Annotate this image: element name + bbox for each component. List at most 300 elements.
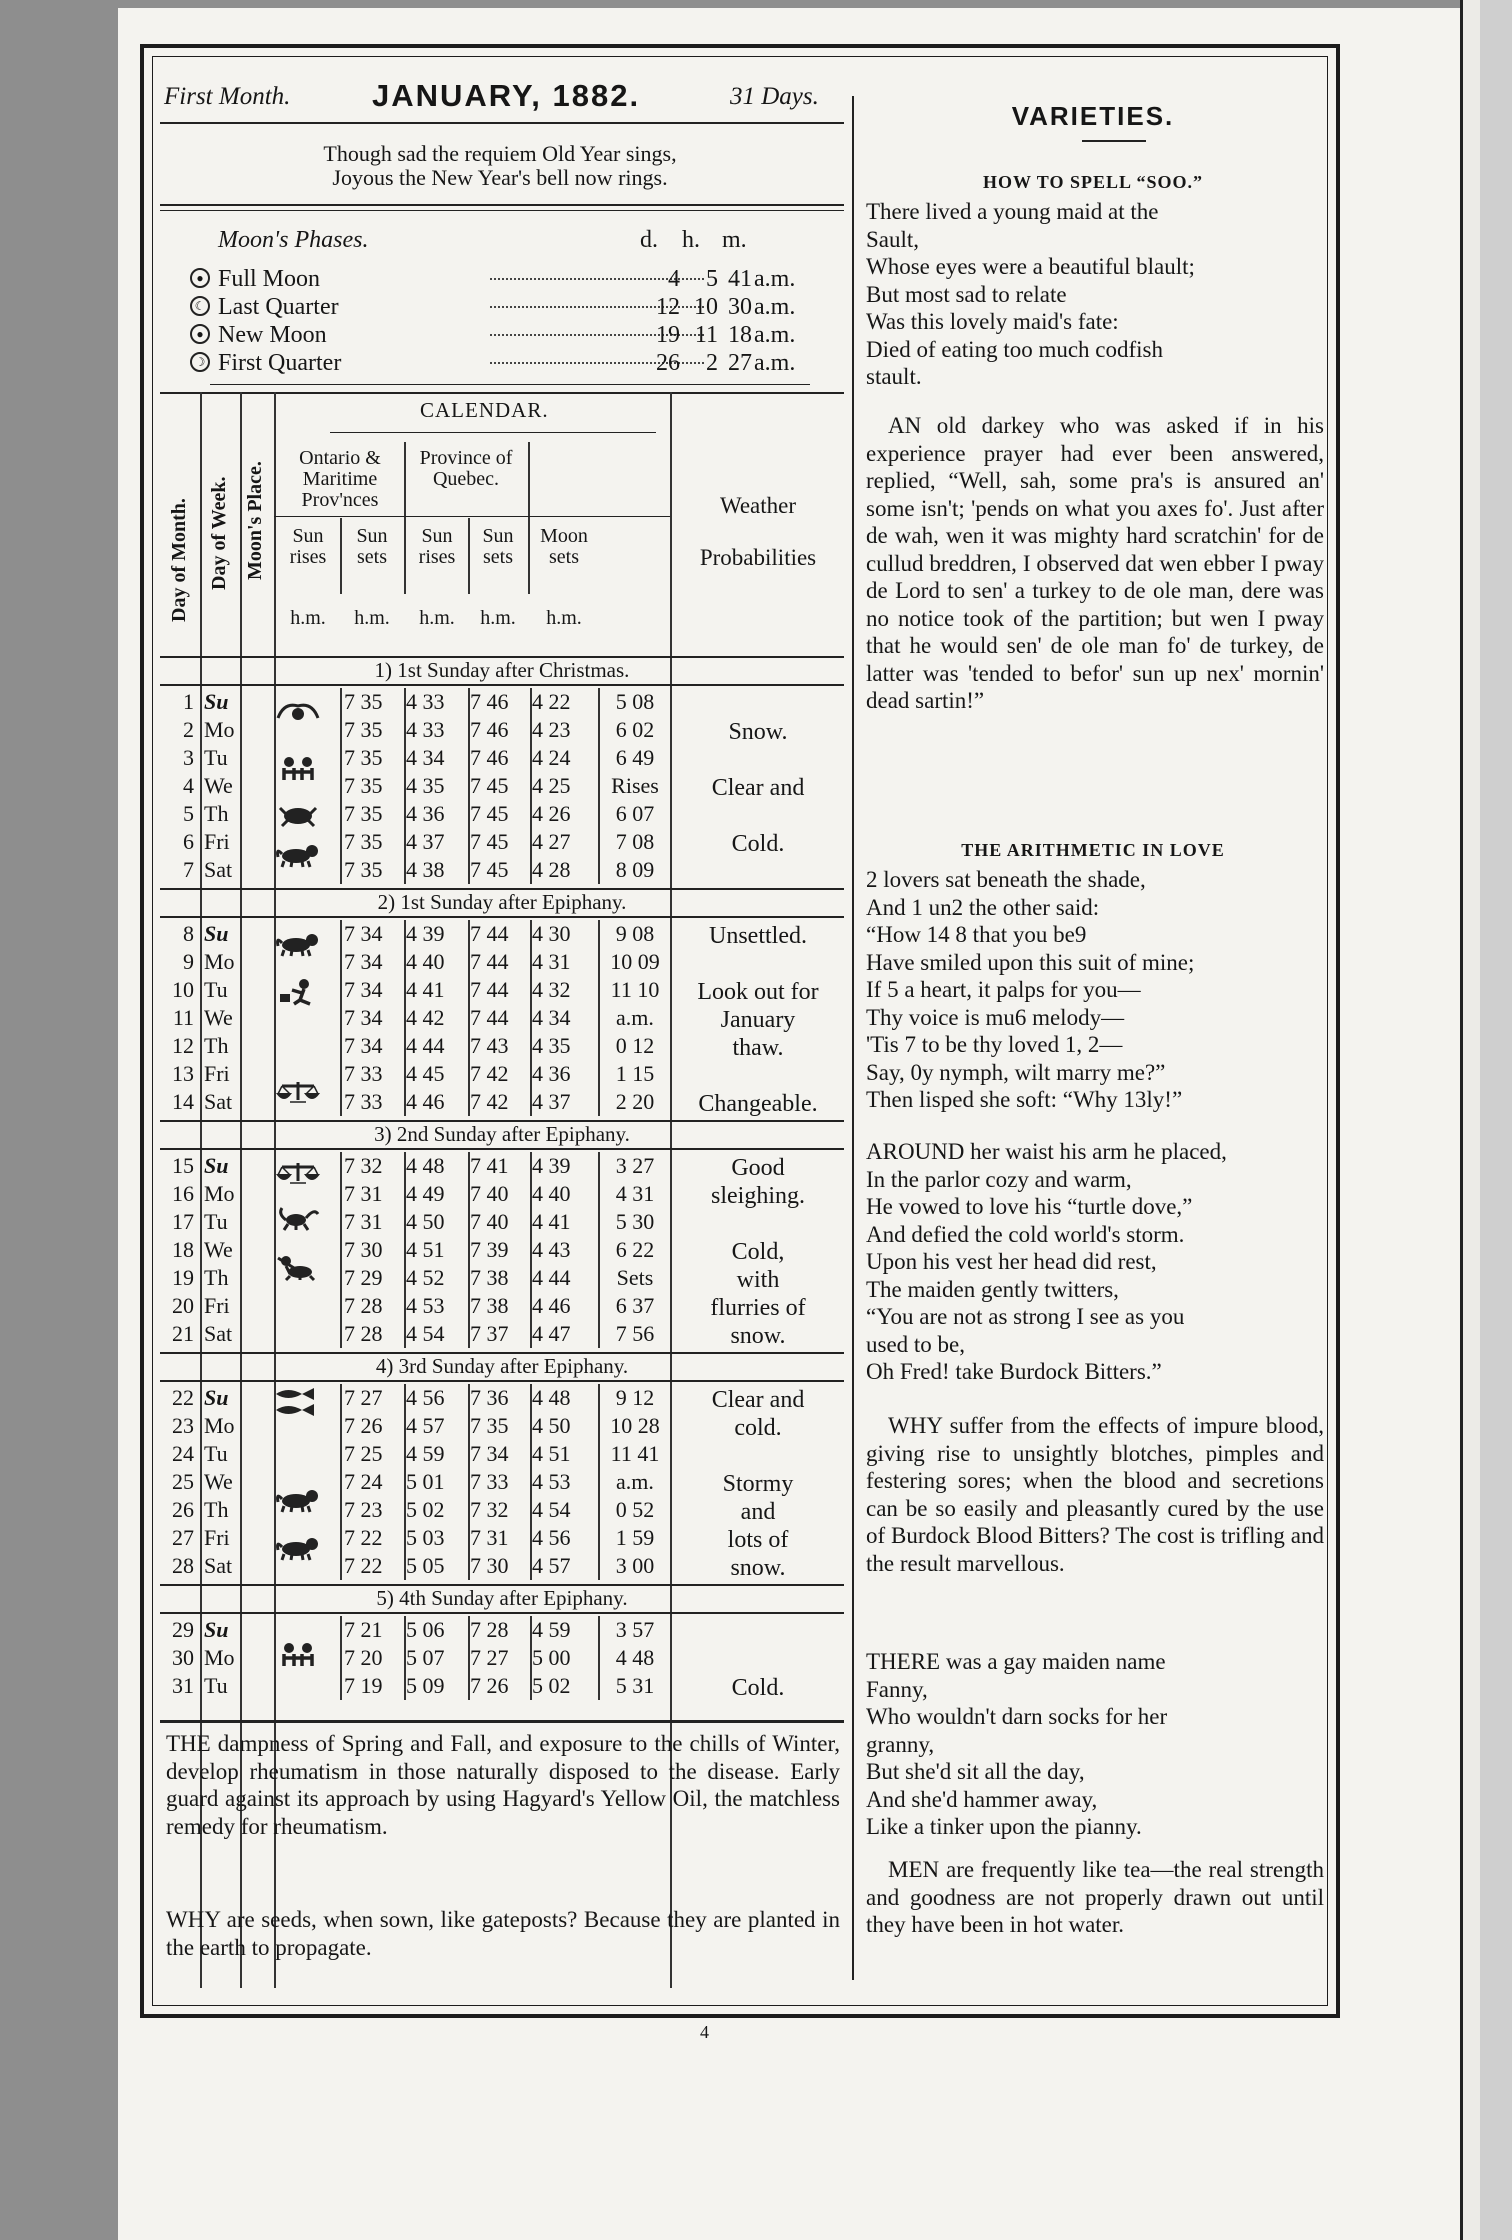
moon-sets: 6 02: [615, 717, 655, 742]
que-sun-sets: 5 00: [532, 1645, 571, 1670]
que-sun-rises: 7 36: [470, 1385, 509, 1410]
ont-sun-sets: 4 41: [406, 977, 445, 1002]
weather-note: thaw.: [732, 1035, 784, 1061]
que-sun-sets: 4 41: [532, 1209, 571, 1234]
ont-sun-rises: 7 35: [344, 857, 383, 882]
ont-sun-sets: 4 50: [406, 1209, 445, 1234]
day-of-week: Mo: [204, 949, 235, 974]
moon-sets: 9 12: [615, 1385, 655, 1410]
ont-sun-rises: 7 35: [344, 689, 383, 714]
moon-sets: 5 31: [615, 1673, 655, 1698]
que-sun-rises: 7 34: [470, 1441, 509, 1466]
ont-sun-sets: 5 05: [406, 1553, 445, 1578]
que-sun-sets: 4 27: [532, 829, 571, 854]
week-heading: 5) 4th Sunday after Epiphany.: [376, 1586, 628, 1610]
ont-sun-sets: 4 52: [406, 1265, 445, 1290]
ont-sun-rises: 7 21: [344, 1617, 383, 1642]
ont-sun-rises: 7 34: [344, 949, 383, 974]
moon-sets: a.m.: [616, 1005, 654, 1030]
phase-day: 12: [656, 294, 680, 320]
day-of-month: 24: [172, 1441, 194, 1466]
day-of-month: 1: [183, 689, 194, 714]
calendar-row: [160, 800, 844, 828]
que-sun-rises: 7 27: [470, 1645, 509, 1670]
que-sun-sets: 4 24: [532, 745, 571, 770]
varieties-column: [862, 100, 1324, 1980]
weather-note: Changeable.: [698, 1091, 818, 1117]
que-sun-sets: 4 44: [532, 1265, 571, 1290]
weather-note: snow.: [730, 1555, 786, 1581]
ont-sun-rises: 7 20: [344, 1645, 383, 1670]
que-sun-sets: 4 56: [532, 1525, 571, 1550]
day-of-week: We: [204, 1469, 233, 1494]
ont-sun-rises: 7 22: [344, 1553, 383, 1578]
que-sun-rises: 7 26: [470, 1673, 509, 1698]
weather-note: Look out for: [697, 979, 819, 1005]
header-sun-sets: Sun sets: [356, 525, 388, 568]
day-of-week: We: [204, 1005, 233, 1030]
que-sun-rises: 7 28: [470, 1617, 509, 1642]
cancer-icon: [274, 802, 322, 828]
day-of-month: 11: [172, 1005, 194, 1030]
almanac-column: [160, 70, 844, 1990]
day-of-week: Tu: [204, 745, 228, 770]
sagittarius-icon: [274, 1254, 322, 1280]
que-sun-sets: 4 39: [532, 1153, 571, 1178]
weather-note: flurries of: [710, 1295, 806, 1321]
phase-minute: 18: [728, 322, 752, 348]
ont-sun-sets: 4 36: [406, 801, 445, 826]
ont-sun-sets: 5 06: [406, 1617, 445, 1642]
column-divider: [852, 96, 854, 1980]
header-hm: h.m.: [290, 607, 326, 629]
weather-note: lots of: [727, 1527, 789, 1553]
header-hm: h.m.: [480, 607, 516, 629]
day-of-week: Th: [204, 1265, 229, 1290]
leo-icon: [274, 930, 322, 956]
ont-sun-sets: 4 59: [406, 1441, 445, 1466]
day-of-week: Su: [204, 1153, 229, 1178]
day-of-month: 23: [172, 1413, 194, 1438]
moon-sets: 7 08: [615, 829, 655, 854]
day-of-month: 14: [172, 1089, 194, 1114]
arith-poem: 2 lovers sat beneath the shade, And 1 un2 the other said: “How 14 8 that you be9 Have smiled upon this suit of mine; If 5 a heart, it palps for you— Thy voice is mu6 melody— 'Tis 7 to be thy loved 1, 2— Say, 0y nymph, wilt marry me?” Then lisped she soft: “Why 13ly!”: [866, 867, 1195, 1112]
header-day-of-month: Day of Month.: [168, 498, 190, 622]
day-of-month: 10: [172, 977, 194, 1002]
moon-phase-icon: ☾: [190, 296, 210, 316]
day-of-month: 21: [172, 1321, 194, 1346]
ont-sun-sets: 4 51: [406, 1237, 445, 1262]
phase-ampm: a.m.: [754, 266, 796, 292]
day-of-week: Mo: [204, 1181, 235, 1206]
calendar-row: [160, 1208, 844, 1236]
page-edge: [1480, 0, 1512, 2240]
day-of-week: We: [204, 1237, 233, 1262]
day-of-month: 20: [172, 1293, 194, 1318]
phase-name: First Quarter: [218, 350, 342, 376]
que-sun-rises: 7 46: [470, 689, 509, 714]
men-tea: MEN are frequently like tea—the real strength and goodness are not properly drawn out until they have been in hot water.: [866, 1857, 1324, 1937]
day-of-month: 26: [172, 1497, 194, 1522]
que-sun-rises: 7 37: [470, 1321, 509, 1346]
moon-sets: 10 28: [610, 1413, 660, 1438]
aries-icon: [274, 698, 322, 724]
ont-sun-rises: 7 23: [344, 1497, 383, 1522]
moon-sets: 0 52: [615, 1497, 655, 1522]
phase-ampm: a.m.: [754, 350, 796, 376]
moon-sets: 0 12: [615, 1033, 655, 1058]
que-sun-rises: 7 35: [470, 1413, 509, 1438]
moon-sets: 7 56: [615, 1321, 655, 1346]
day-of-month: 25: [172, 1469, 194, 1494]
page-title: JANUARY, 1882.: [372, 78, 641, 113]
day-of-month: 2: [183, 717, 194, 742]
que-sun-rises: 7 33: [470, 1469, 509, 1494]
phase-day: 19: [656, 322, 680, 348]
ont-sun-sets: 5 03: [406, 1525, 445, 1550]
que-sun-rises: 7 32: [470, 1497, 509, 1522]
day-of-week: Mo: [204, 1413, 235, 1438]
ont-sun-sets: 4 53: [406, 1293, 445, 1318]
around-poem: AROUND her waist his arm he placed, In the parlor cozy and warm, He vowed to love his “turtle dove,” And defied the cold world's storm. Upon his vest her head did rest, The maiden gently twitters, “You are not as strong I see as you used to be, Oh Fred! take Burdock Bitters.”: [866, 1139, 1227, 1384]
que-sun-sets: 4 43: [532, 1237, 571, 1262]
weather-note: Cold,: [731, 1239, 785, 1265]
que-sun-rises: 7 46: [470, 717, 509, 742]
weather-note: Unsettled.: [709, 923, 807, 949]
day-of-month: 4: [183, 773, 194, 798]
motto: [220, 142, 780, 190]
ont-sun-sets: 4 37: [406, 829, 445, 854]
day-of-month: 7: [183, 857, 194, 882]
weather-note: Snow.: [728, 719, 788, 745]
week-heading: 3) 2nd Sunday after Epiphany.: [374, 1122, 630, 1146]
weather-note: sleighing.: [711, 1183, 805, 1209]
day-of-month: 27: [172, 1525, 194, 1550]
gemini-icon: [274, 1640, 322, 1666]
fanny-poem: THERE was a gay maiden name Fanny, Who wouldn't darn socks for her granny, But she'd sit all the day, And she'd hammer away, Like a tinker upon the pianny.: [866, 1649, 1168, 1839]
que-sun-sets: 4 26: [532, 801, 571, 826]
spell-poem: There lived a young maid at the Sault, Whose eyes were a beautiful blault; But most sad to relate Was this lovely maid's fate: Died of eating too much codfish stault.: [866, 199, 1195, 389]
header-moon-sets: Moon sets: [540, 525, 588, 568]
weather-note: and: [740, 1499, 776, 1525]
darkey-story: AN old darkey who was asked if in his experience prayer had ever been answered, replied, “Well, sah, some pra's is ansured an' some isn't; 'pends on what you axes fo'. Just after de wah, wen it was mighty hard scratchin' for de cullud breddren, I observed dat wen ebber I pway de Lord to sen' a turkey to de ole man, dere was no notice took of the partition; but wen I pway that he would sen' de ole man fo' de turkey, de latter was 'tended to befor' sun up nex' mornin' dead sartin!”: [866, 413, 1324, 713]
varieties-title: VARIETIES.: [1011, 101, 1175, 131]
moon-phases-title: Moon's Phases.: [218, 227, 369, 253]
calendar-title: CALENDAR.: [420, 398, 549, 422]
moon-sets: Sets: [616, 1265, 654, 1290]
ont-sun-sets: 4 33: [406, 717, 445, 742]
motto-line: Though sad the requiem Old Year sings,: [323, 141, 677, 166]
ont-sun-rises: 7 24: [344, 1469, 383, 1494]
moon-phase-icon: ☽: [190, 352, 210, 372]
phase-hour: 5: [706, 266, 718, 292]
why-suffer-ad: WHY suffer from the effects of impure blood, giving rise to unsightly blotches, pimples and festering sores; when the blood and secretions can be so easily and pleasantly cured by the use of Burdock Blood Bitters? The cost is trifling and the result marvellous.: [866, 1413, 1324, 1576]
day-of-month: 3: [183, 745, 194, 770]
day-of-month: 17: [172, 1209, 194, 1234]
moon-sets: 4 31: [615, 1181, 655, 1206]
moon-sets: 6 37: [615, 1293, 655, 1318]
leo-icon: [274, 1486, 322, 1512]
calendar-row: [160, 1644, 844, 1672]
day-of-week: Fri: [204, 829, 230, 854]
virgo-icon: [274, 978, 322, 1004]
que-sun-sets: 4 25: [532, 773, 571, 798]
que-sun-sets: 4 48: [532, 1385, 571, 1410]
ont-sun-rises: 7 19: [344, 1673, 383, 1698]
day-of-month: 16: [172, 1181, 194, 1206]
week-heading: 1) 1st Sunday after Christmas.: [374, 658, 630, 682]
phase-ampm: a.m.: [754, 294, 796, 320]
weather-note: January: [720, 1007, 796, 1033]
que-sun-sets: 4 28: [532, 857, 571, 882]
phase-day: 4: [668, 266, 680, 292]
weather-note: cold.: [734, 1415, 782, 1441]
header-moon-place: Moon's Place.: [244, 461, 266, 580]
ont-sun-rises: 7 34: [344, 921, 383, 946]
header-sun-rises: Sun rises: [289, 525, 327, 568]
ont-sun-sets: 4 57: [406, 1413, 445, 1438]
leo-icon: [274, 1534, 322, 1560]
week-heading: 4) 3rd Sunday after Epiphany.: [375, 1354, 629, 1378]
ont-sun-sets: 4 44: [406, 1033, 445, 1058]
que-sun-rises: 7 38: [470, 1293, 509, 1318]
day-of-month: 8: [183, 921, 194, 946]
ont-sun-rises: 7 22: [344, 1525, 383, 1550]
moon-sets: 1 15: [615, 1061, 655, 1086]
ont-sun-rises: 7 31: [344, 1209, 383, 1234]
seeds-riddle: WHY are seeds, when sown, like gateposts? Because they are planted in the earth to propagate.: [166, 1907, 840, 1960]
weather-note: Clear and: [711, 1387, 805, 1413]
que-sun-sets: 4 30: [532, 921, 571, 946]
que-sun-rises: 7 39: [470, 1237, 509, 1262]
que-sun-sets: 4 51: [532, 1441, 571, 1466]
moon-sets: 4 48: [615, 1645, 655, 1670]
moon-sets: 1 59: [615, 1525, 655, 1550]
day-of-month: 15: [172, 1153, 194, 1178]
calendar-row: [160, 1440, 844, 1468]
weather-note: Clear and: [711, 775, 805, 801]
ont-sun-rises: 7 27: [344, 1385, 383, 1410]
ont-sun-rises: 7 35: [344, 801, 383, 826]
motto-line: Joyous the New Year's bell now rings.: [332, 165, 668, 190]
phase-minute: 30: [728, 294, 752, 320]
que-sun-rises: 7 42: [470, 1061, 509, 1086]
moon-sets: a.m.: [616, 1469, 654, 1494]
ont-sun-sets: 4 49: [406, 1181, 445, 1206]
header-sun-sets-quebec: Sun sets: [482, 525, 514, 568]
que-sun-sets: 4 47: [532, 1321, 571, 1346]
que-sun-sets: 4 37: [532, 1089, 571, 1114]
ont-sun-sets: 5 07: [406, 1645, 445, 1670]
header-day-of-week: Day of Week.: [208, 476, 230, 590]
phase-ampm: a.m.: [754, 322, 796, 348]
que-sun-sets: 4 53: [532, 1469, 571, 1494]
col-d: d.: [640, 227, 658, 253]
ont-sun-rises: 7 34: [344, 1005, 383, 1030]
ont-sun-sets: 4 56: [406, 1385, 445, 1410]
moon-sets: 6 49: [615, 745, 655, 770]
month-ordinal: First Month.: [164, 83, 291, 110]
phase-name: Full Moon: [218, 266, 321, 292]
weather-note: Cold.: [731, 1675, 785, 1701]
que-sun-rises: 7 45: [470, 773, 509, 798]
day-of-month: 12: [172, 1033, 194, 1058]
moon-sets: 10 09: [610, 949, 660, 974]
day-of-month: 9: [183, 949, 194, 974]
day-of-month: 28: [172, 1553, 194, 1578]
que-sun-sets: 4 36: [532, 1061, 571, 1086]
moon-sets: 3 57: [615, 1617, 655, 1642]
ont-sun-rises: 7 34: [344, 977, 383, 1002]
que-sun-sets: 4 54: [532, 1497, 571, 1522]
ont-sun-rises: 7 25: [344, 1441, 383, 1466]
day-of-month: 5: [183, 801, 194, 826]
que-sun-rises: 7 30: [470, 1553, 509, 1578]
moon-sets: 2 20: [615, 1089, 655, 1114]
ont-sun-rises: 7 35: [344, 829, 383, 854]
phase-name: New Moon: [218, 322, 327, 348]
ont-sun-sets: 5 01: [406, 1469, 445, 1494]
moon-sets: 8 09: [615, 857, 655, 882]
header-quebec: Province of Quebec.: [419, 447, 513, 490]
que-sun-sets: 4 22: [532, 689, 571, 714]
calendar-row: [160, 1616, 844, 1644]
moon-sets: 3 27: [615, 1153, 655, 1178]
calendar-row: [160, 1060, 844, 1088]
pisces-icon: [274, 1402, 322, 1428]
col-m: m.: [722, 227, 747, 253]
moon-phase-icon: ●: [190, 268, 210, 288]
day-of-month: 29: [172, 1617, 194, 1642]
que-sun-rises: 7 31: [470, 1525, 509, 1550]
weather-note: snow.: [730, 1323, 786, 1349]
weather-note: Stormy: [722, 1471, 794, 1497]
phase-day: 26: [656, 350, 680, 376]
calendar-row: [160, 856, 844, 884]
ont-sun-sets: 4 34: [406, 745, 445, 770]
day-of-week: Th: [204, 801, 229, 826]
ont-sun-rises: 7 35: [344, 773, 383, 798]
moon-sets: 6 07: [615, 801, 655, 826]
day-of-week: Fri: [204, 1061, 230, 1086]
libra-icon: [274, 1159, 322, 1185]
ont-sun-rises: 7 29: [344, 1265, 383, 1290]
moon-phase-row: [190, 266, 810, 294]
ont-sun-rises: 7 34: [344, 1033, 383, 1058]
leo-icon: [274, 841, 322, 867]
moon-sets: 3 00: [615, 1553, 655, 1578]
moon-phase-icon: ●: [190, 324, 210, 344]
phase-minute: 27: [728, 350, 752, 376]
que-sun-rises: 7 46: [470, 745, 509, 770]
ont-sun-sets: 4 33: [406, 689, 445, 714]
scorpio-icon: [274, 1204, 322, 1230]
ont-sun-sets: 4 48: [406, 1153, 445, 1178]
ont-sun-rises: 7 26: [344, 1413, 383, 1438]
weather-note: Good: [731, 1155, 785, 1181]
arith-title: THE ARITHMETIC IN LOVE: [961, 840, 1225, 860]
ont-sun-sets: 4 54: [406, 1321, 445, 1346]
que-sun-rises: 7 38: [470, 1265, 509, 1290]
day-of-week: Th: [204, 1033, 229, 1058]
que-sun-sets: 4 50: [532, 1413, 571, 1438]
day-of-week: Mo: [204, 1645, 235, 1670]
moon-sets: 11 41: [610, 1441, 660, 1466]
moon-sets: 5 30: [615, 1209, 655, 1234]
page-number: 4: [700, 2022, 709, 2042]
day-of-month: 19: [172, 1265, 194, 1290]
day-of-week: Sat: [204, 1321, 233, 1346]
day-of-week: Sat: [204, 1089, 233, 1114]
ont-sun-rises: 7 33: [344, 1061, 383, 1086]
day-of-week: Fri: [204, 1293, 230, 1318]
que-sun-rises: 7 44: [470, 1005, 509, 1030]
ont-sun-rises: 7 30: [344, 1237, 383, 1262]
ont-sun-rises: 7 28: [344, 1321, 383, 1346]
phase-minute: 41: [728, 266, 752, 292]
week-heading: 2) 1st Sunday after Epiphany.: [377, 890, 627, 914]
que-sun-rises: 7 44: [470, 921, 509, 946]
que-sun-sets: 4 31: [532, 949, 571, 974]
que-sun-sets: 4 59: [532, 1617, 571, 1642]
day-of-week: Tu: [204, 1441, 228, 1466]
phase-hour: 10: [694, 294, 718, 320]
moon-sets: 5 08: [615, 689, 655, 714]
gemini-icon: [274, 754, 322, 780]
day-of-week: We: [204, 773, 233, 798]
moon-phase-row: [190, 350, 810, 378]
day-of-week: Su: [204, 689, 229, 714]
day-of-month: 30: [172, 1645, 194, 1670]
que-sun-sets: 4 23: [532, 717, 571, 742]
days-count: 31 Days.: [730, 83, 819, 110]
ont-sun-sets: 4 39: [406, 921, 445, 946]
ont-sun-rises: 7 28: [344, 1293, 383, 1318]
ont-sun-sets: 4 38: [406, 857, 445, 882]
que-sun-rises: 7 45: [470, 857, 509, 882]
day-of-week: Su: [204, 1385, 229, 1410]
que-sun-rises: 7 40: [470, 1181, 509, 1206]
ont-sun-rises: 7 31: [344, 1181, 383, 1206]
book-spine: [1460, 0, 1480, 2240]
day-of-month: 13: [172, 1061, 194, 1086]
ont-sun-sets: 4 40: [406, 949, 445, 974]
day-of-month: 31: [172, 1673, 194, 1698]
que-sun-sets: 4 34: [532, 1005, 571, 1030]
day-of-month: 22: [172, 1385, 194, 1410]
ont-sun-rises: 7 35: [344, 745, 383, 770]
ont-sun-sets: 4 42: [406, 1005, 445, 1030]
day-of-week: Su: [204, 921, 229, 946]
que-sun-sets: 4 35: [532, 1033, 571, 1058]
header-sun-rises-quebec: Sun rises: [418, 525, 456, 568]
day-of-week: Sat: [204, 1553, 233, 1578]
ont-sun-sets: 4 46: [406, 1089, 445, 1114]
day-of-week: Tu: [204, 1673, 228, 1698]
que-sun-rises: 7 45: [470, 829, 509, 854]
day-of-week: Th: [204, 1497, 229, 1522]
ont-sun-sets: 4 35: [406, 773, 445, 798]
moon-sets: 6 22: [615, 1237, 655, 1262]
col-h: h.: [682, 227, 700, 253]
que-sun-rises: 7 45: [470, 801, 509, 826]
ont-sun-rises: 7 32: [344, 1153, 383, 1178]
que-sun-rises: 7 44: [470, 949, 509, 974]
calendar-row: [160, 688, 844, 716]
header-hm: h.m.: [419, 607, 455, 629]
que-sun-rises: 7 43: [470, 1033, 509, 1058]
rheumatism-ad: THE dampness of Spring and Fall, and exposure to the chills of Winter, develop rheumatism in those naturally disposed to the disease. Early guard against its approach by using Hagyard's Yellow Oil, the matchless remedy for rheumatism.: [166, 1731, 840, 1839]
